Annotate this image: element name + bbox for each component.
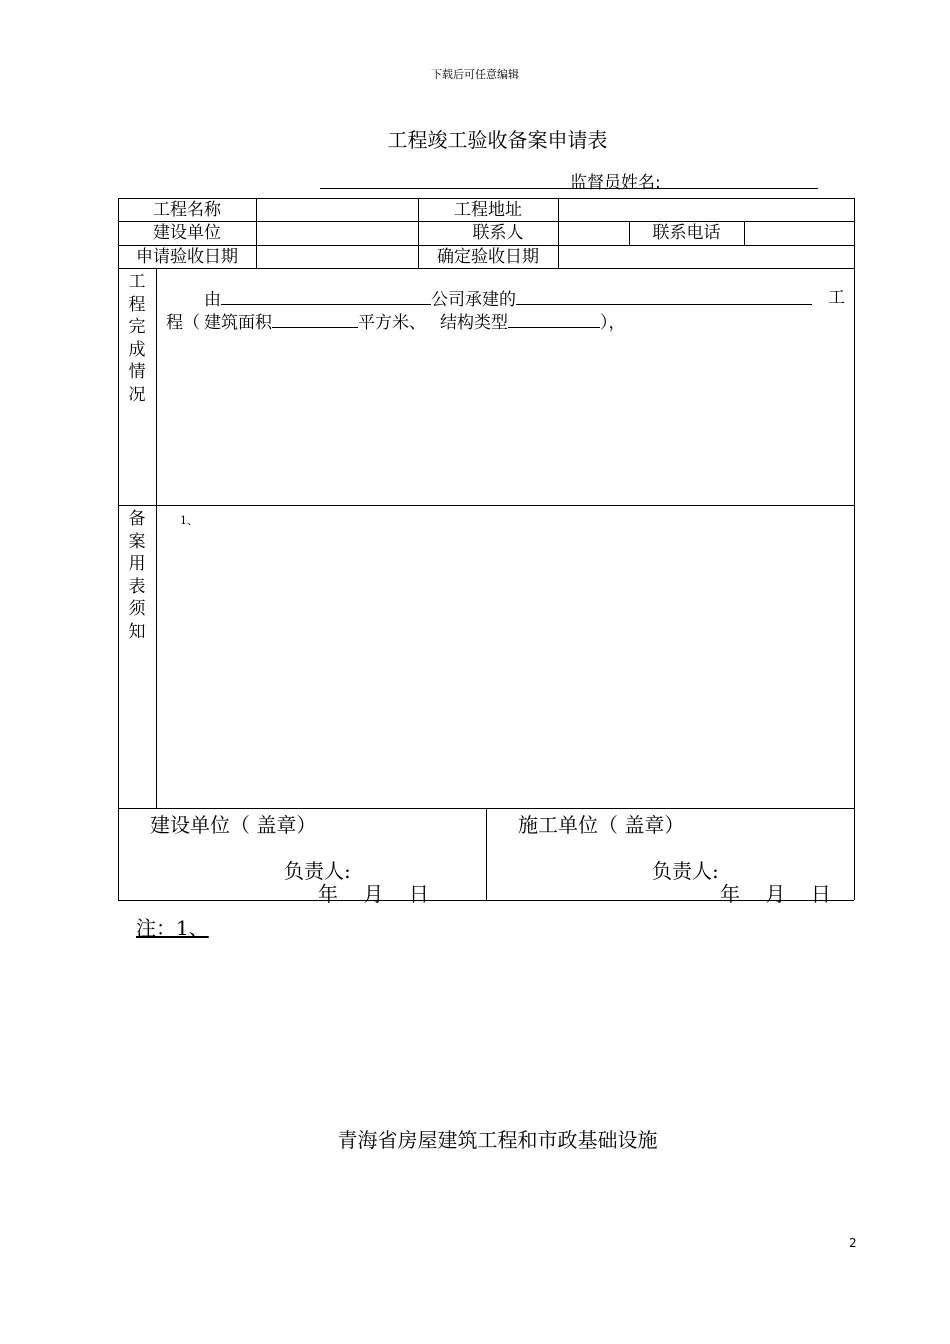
- supervisor-label: 监督员姓名:: [570, 173, 661, 193]
- completion-line-1: [204, 287, 812, 311]
- completion-structure: 结构类型: [440, 313, 508, 333]
- completion-area: 建筑面积: [204, 313, 272, 333]
- completion-you: 由: [204, 290, 221, 310]
- header-note: 下载后可任意编辑: [431, 68, 519, 81]
- label-apply-date: 申请验收日期: [136, 247, 238, 267]
- completion-close: ），: [600, 313, 626, 333]
- label-builder: 建设单位: [153, 223, 221, 243]
- bottom-title: 青海省房屋建筑工程和市政基础设施: [337, 1128, 658, 1152]
- label-filing-notes: 备案用表须知: [128, 509, 146, 642]
- note: 注：1、: [136, 916, 209, 940]
- filing-item-1: 1、: [180, 514, 198, 527]
- sign-contractor: 施工单位（ 盖章）: [518, 813, 685, 837]
- form-title: 工程竣工验收备案申请表: [387, 128, 608, 152]
- sign-builder: 建设单位（ 盖章）: [150, 813, 317, 837]
- completion-line-2: [166, 310, 626, 334]
- label-contact-person: 联系人: [472, 223, 524, 243]
- label-completion: 工程完成情况: [128, 272, 146, 405]
- label-contact-phone: 联系电话: [652, 223, 721, 243]
- page-number: 2: [849, 1236, 857, 1250]
- label-project-address: 工程地址: [454, 200, 522, 220]
- label-confirm-date: 确定验收日期: [437, 247, 539, 267]
- completion-sqm: 平方米、: [358, 313, 426, 333]
- builder-date: 年 月 日: [318, 882, 429, 906]
- supervisor-line: [320, 168, 818, 189]
- completion-gong: 工: [828, 288, 845, 308]
- builder-person-in-charge: 负责人:: [284, 859, 351, 883]
- completion-company-built: 公司承建的: [431, 290, 516, 310]
- label-project-name: 工程名称: [153, 200, 221, 220]
- contractor-person-in-charge: 负责人:: [652, 859, 719, 883]
- contractor-date: 年 月 日: [720, 882, 831, 906]
- completion-cheng: 程（: [166, 313, 200, 333]
